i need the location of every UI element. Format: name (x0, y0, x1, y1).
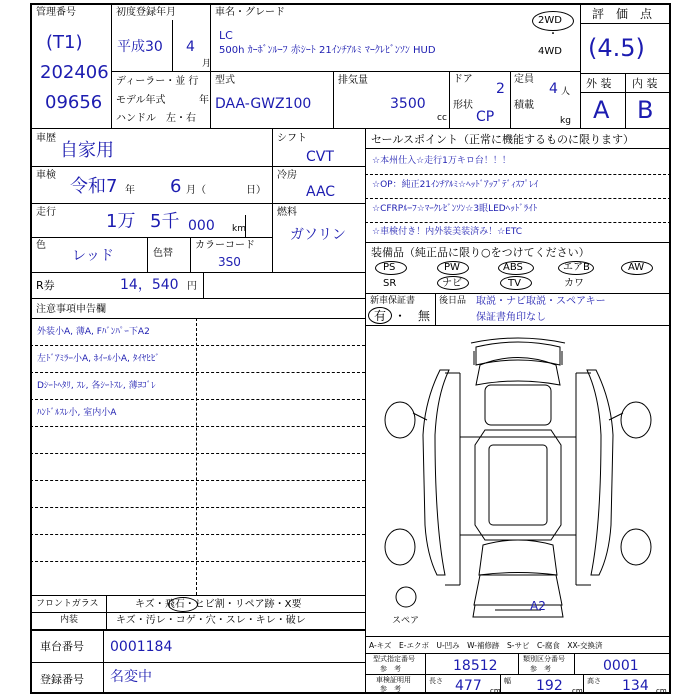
history-value: 自家用 (60, 140, 114, 161)
doors-label: ドア (453, 74, 473, 85)
warranty-yes: 有 (374, 309, 387, 323)
sales-points-title: セールスポイント（正常に機能するものに限ります） (371, 133, 635, 146)
capacity-label: 定員 (514, 74, 534, 85)
r-ticket-label: R券 (36, 279, 55, 292)
frame-number-label: 車台番号 (40, 640, 84, 653)
class-no-value: 0001 (603, 658, 639, 674)
equip-aw: AW (628, 262, 645, 273)
interior-cond-label: 内装 (60, 615, 79, 625)
width-value: 192 (536, 678, 563, 694)
damage-legend: A-キズ E-エクボ U-凹み W-補修跡 S-サビ C-腐食 XX-交換済 (369, 641, 603, 650)
wheel-rear-left (385, 402, 415, 438)
equip-pw: PW (444, 262, 460, 273)
mileage-rest: 000 (188, 218, 215, 234)
load-label: 積載 (514, 100, 534, 111)
chip-circle (168, 597, 198, 612)
km-unit: km (232, 224, 246, 234)
model-grade: 500h ｶｰﾎﾞﾝﾙｰﾌ 赤ｼｰﾄ 21ｲﾝﾁｱﾙﾐ ﾏｰｸﾚﾋﾞﾝｿﾝ HUD (219, 45, 436, 56)
equip-navi: ナビ (442, 278, 462, 289)
mileage-man: 1万 (106, 211, 136, 232)
model-no-label: 型式指定番号 (373, 655, 415, 663)
interior-grade: B (637, 96, 654, 124)
width-label: 幅 (504, 677, 511, 685)
model-year-label: モデル年式 (116, 95, 166, 106)
color-label: 色 (36, 240, 46, 251)
warranty-no: 無 (418, 309, 431, 323)
color-code-value: 3S0 (218, 255, 241, 269)
inspection-month-unit: 月（ (186, 185, 206, 196)
shift-label: シフト (277, 133, 307, 144)
r-ticket-value: 14，540 (120, 277, 179, 293)
height-value: 134 (622, 678, 649, 694)
fuel-value: ガソリン (290, 227, 346, 243)
inspection-day-unit: 日） (246, 185, 266, 196)
body-shape-value: CP (476, 109, 495, 125)
equip-abs: ABS (503, 262, 523, 273)
ac-value: AAC (306, 184, 336, 200)
equip-airbag: エアB (563, 262, 590, 273)
reg-number-value: 名変中 (110, 669, 152, 685)
inspection-month: 6 (170, 176, 182, 197)
note-line: ﾊﾝﾄﾞﾙｽﾚ小, 室内小A (37, 408, 117, 418)
inspection-era: 令和7 (70, 176, 118, 197)
mgmt-code: (T1) (46, 32, 83, 53)
model-no-value: 18512 (453, 658, 498, 674)
model-no-ref: 参 考 (380, 665, 401, 673)
interior-cond-options: キズ・汚レ・コゲ・穴・スレ・キレ・破レ (116, 615, 306, 626)
class-no-label: 類別区分番号 (523, 655, 565, 663)
reg-number-label: 登録番号 (40, 673, 84, 686)
car-right-side (587, 370, 613, 575)
height-label: 高さ (587, 677, 601, 685)
month-unit: 月 (202, 59, 212, 69)
drive-2wd: 2WD (538, 15, 562, 26)
aftermarket-line-2: 保証書角印なし (476, 312, 546, 323)
history-label: 車歴 (36, 133, 56, 144)
fuel-label: 燃料 (277, 207, 297, 218)
aftermarket-label: 後日品 (439, 296, 467, 306)
equip-ps: PS (383, 262, 396, 273)
car-hood (479, 540, 557, 575)
length-label: 長さ (429, 677, 443, 685)
car-top-roof (476, 358, 560, 386)
ac-label: 冷房 (277, 170, 297, 181)
first-reg-month: 4 (186, 39, 195, 55)
inspection-year-unit: 年 (125, 185, 135, 196)
mileage-sen: 5千 (150, 211, 180, 232)
note-line: Dｼｰﾄﾍﾀﾘ, ｽﾚ, 各ｼｰﾄｽﾚ, 薄ﾖｺﾞﾚ (37, 381, 156, 391)
spare-label: スペア (392, 616, 420, 626)
aftermarket-line-1: 取説・ナビ取説・スペアキー (476, 296, 606, 307)
notes-title: 注意事項申告欄 (36, 304, 106, 315)
drive-dot: ・ (548, 29, 558, 40)
equipment-title: 装備品（純正品に限り○をつけてください） (371, 246, 590, 259)
color-code-label: カラーコード (195, 240, 255, 251)
sales-point-line: ☆車検付き！内外装美装済み！☆ETC (372, 227, 523, 237)
cert-ref: 参 考 (380, 685, 401, 693)
displacement-label: 排気量 (338, 75, 368, 86)
car-diagram (365, 325, 671, 631)
first-reg-era: 平成30 (117, 39, 163, 55)
car-top-body (485, 385, 551, 425)
model-grade-label: 車名・グレード (215, 7, 285, 18)
note-line: 左ﾄﾞｱﾐﾗｰ小A, ﾎｲｰﾙ小A, ﾀｲﾔﾋﾋﾞ (37, 354, 160, 364)
sales-point-line: ☆CFRPﾙｰﾌ☆ﾏｰｸﾚﾋﾞﾝｿﾝ☆3眼LEDﾍｯﾄﾞﾗｲﾄ (372, 204, 538, 214)
mgmt-number-1: 202406 (40, 62, 109, 83)
model-year-unit: 年 (199, 95, 209, 106)
exterior-grade: A (593, 96, 610, 124)
drive-4wd: 4WD (538, 46, 562, 57)
model-name: LC (219, 29, 233, 42)
doors-value: 2 (496, 81, 505, 97)
mgmt-number-2: 09656 (45, 92, 103, 113)
color-value: レッド (72, 248, 114, 264)
equip-leather: カワ (564, 278, 584, 289)
warranty-dot: ・ (394, 309, 407, 323)
dealer-label: ディーラー・並 行 (116, 76, 199, 87)
wheel-front-right (621, 529, 651, 565)
frame-number-value: 0001184 (110, 639, 173, 655)
height-unit: cm (656, 687, 667, 695)
mgmt-label: 管理番号 (36, 7, 76, 18)
load-unit: kg (560, 116, 571, 126)
type-label: 型式 (215, 75, 235, 86)
score-label: 評 価 点 (592, 7, 653, 21)
damage-mark-a2: A2 (530, 599, 546, 613)
width-unit: cm (572, 687, 583, 695)
handle-label: ハンドル 左・右 (116, 113, 196, 124)
note-line: 外装小A, 薄A, Fﾊﾞﾝﾊﾟｰ下A2 (37, 327, 150, 337)
exterior-label: 外 装 (586, 77, 612, 90)
front-glass-label: フロントガラス (36, 599, 99, 609)
inspection-label: 車検 (36, 170, 56, 181)
warranty-label: 新車保証書 (370, 296, 416, 306)
capacity-unit: 人 (561, 87, 571, 97)
cc-unit: cc (437, 113, 447, 123)
sales-point-line: ☆OP：純正21ｲﾝﾁｱﾙﾐ☆ﾍｯﾄﾞｱｯﾌﾟﾃﾞｨｽﾌﾟﾚｲ (372, 180, 539, 190)
car-cabin (475, 430, 561, 540)
interior-label: 内 装 (632, 77, 658, 90)
class-no-ref: 参 考 (530, 665, 551, 673)
equip-tv: TV (508, 278, 521, 289)
car-left-side (423, 370, 449, 575)
displacement-value: 3500 (390, 96, 426, 112)
length-value: 477 (455, 678, 482, 694)
spare-tire (396, 587, 416, 607)
r-ticket-unit: 円 (187, 281, 197, 292)
repaint-label: 色替 (153, 248, 173, 259)
body-shape-label: 形状 (453, 100, 473, 111)
type-value: DAA-GWZ100 (215, 96, 312, 112)
cert-label: 車検証明用 (376, 676, 411, 684)
shift-value: CVT (306, 149, 334, 165)
first-reg-label: 初度登録年月 (116, 7, 176, 18)
wheel-front-left (385, 529, 415, 565)
equip-sr: SR (383, 278, 397, 289)
length-unit: cm (490, 687, 501, 695)
sales-point-line: ☆本州仕入☆走行1万キロ台！！！ (372, 156, 511, 166)
score-value: (4.5) (588, 34, 645, 62)
wheel-rear-right (621, 402, 651, 438)
mileage-label: 走行 (36, 207, 56, 218)
capacity-value: 4 (549, 81, 558, 97)
car-front-view (474, 575, 562, 605)
front-glass-options: キズ・飛石・ヒビ割・リペア跡・X要 (135, 599, 302, 610)
